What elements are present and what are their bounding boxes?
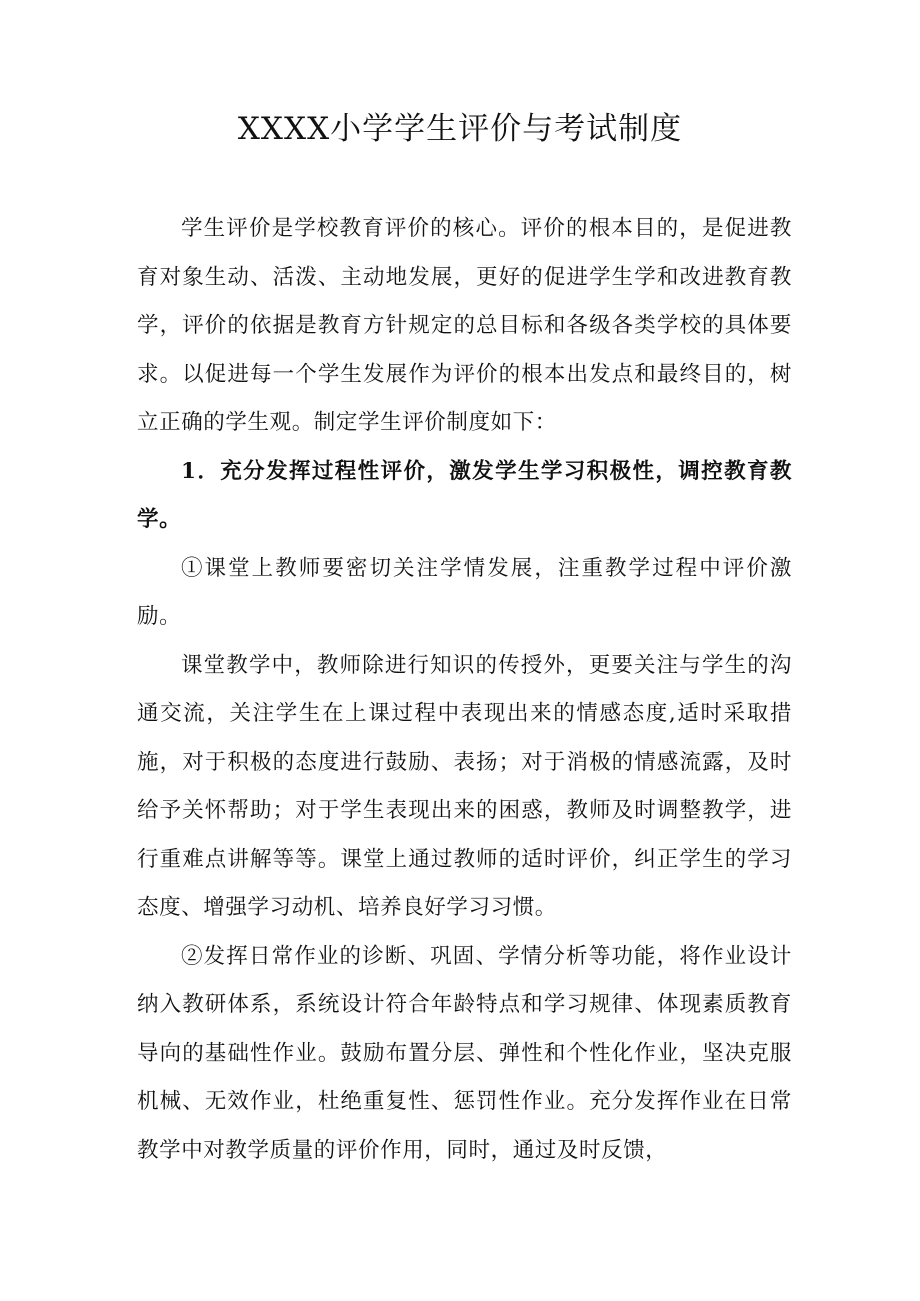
intro-paragraph: 学生评价是学校教育评价的核心。评价的根本目的，是促进教育对象生动、活泼、主动地发展，更好的促进学生学和改进教育教学，评价的依据是教育方针规定的总目标和各级各类学校的具体要求。以促进每一个学生发展作为评价的根本出发点和最终目的，树立正确的学生观。制定学生评价制度如下：	[137, 216, 792, 435]
subsection-1-heading: ①课堂上教师要密切关注学情发展，注重教学过程中评价激励。	[137, 555, 792, 629]
document-title: XXXX小学学生评价与考试制度	[237, 111, 683, 147]
subsection-2-body: ②发挥日常作业的诊断、巩固、学情分析等功能，将作业设计纳入教研体系，系统设计符合年龄特点和学习规律、体现素质教育导向的基础性作业。鼓励布置分层、弹性和个性化作业，坚决克服机械、无效作业，杜绝重复性、惩罚性作业。充分发挥作业在日常教学中对教学质量的评价作用，同时，通过及时反馈，	[137, 943, 792, 1163]
section-heading-1: 1．充分发挥过程性评价，激发学生学习积极性，调控教育教学。	[137, 458, 792, 532]
document-body	[137, 205, 792, 1175]
subsection-1-body: 课堂教学中，教师除进行知识的传授外，更要关注与学生的沟通交流，关注学生在上课过程中表现出来的情感态度,适时采取措施，对于积极的态度进行鼓励、表扬；对于消极的情感流露，及时给予关怀帮助；对于学生表现出来的困惑，教师及时调整教学，进行重难点讲解等等。课堂上通过教师的适时评价，纠正学生的学习态度、增强学习动机、培养良好学习习惯。	[137, 652, 792, 920]
